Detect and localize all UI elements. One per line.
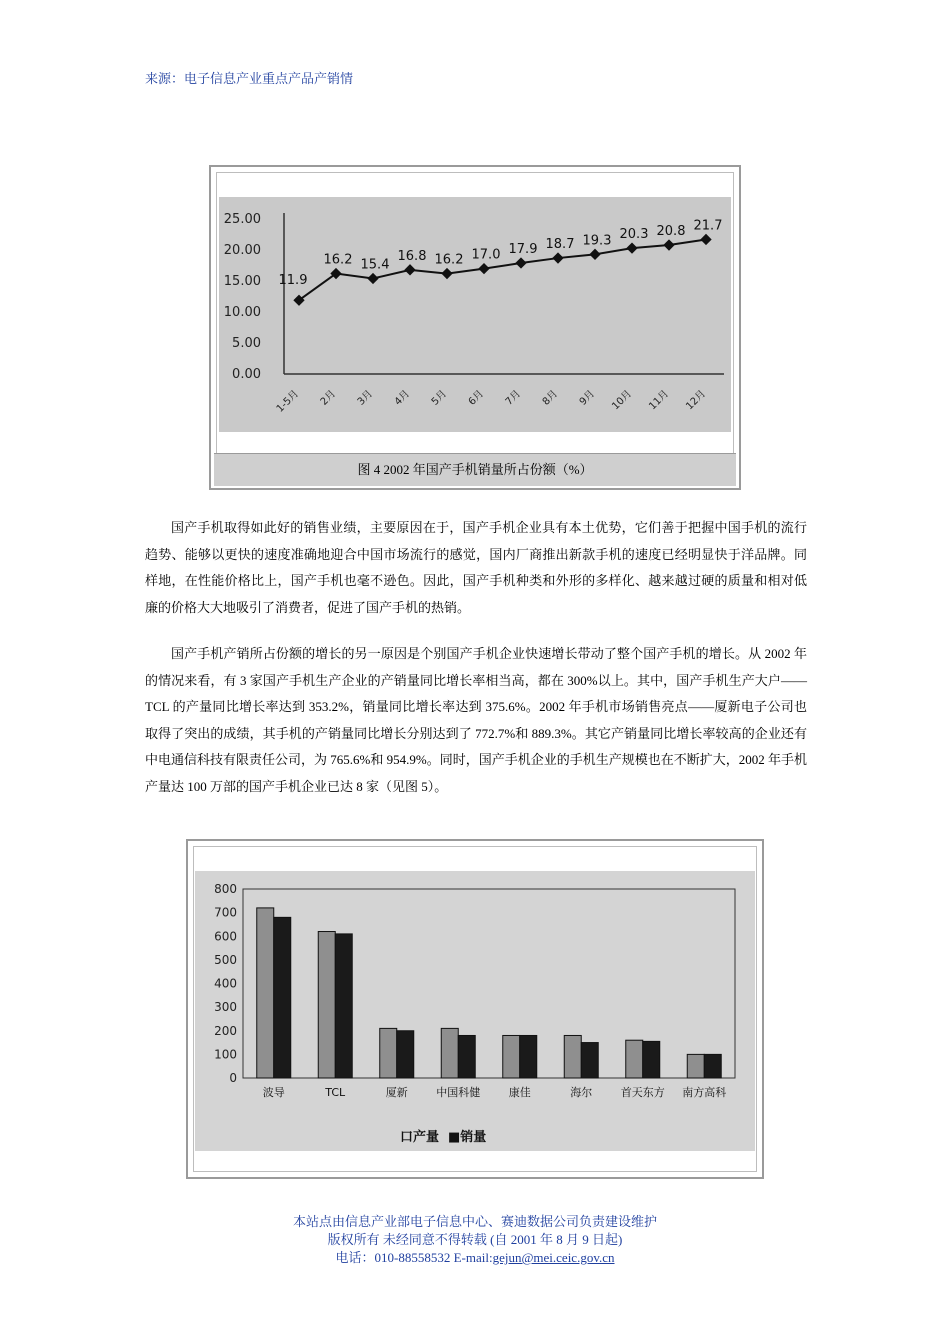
bar-销量 bbox=[274, 917, 291, 1078]
footer-contact bbox=[0, 1249, 950, 1267]
x-tick-label: 首天东方 bbox=[620, 1086, 665, 1099]
bar-产量 bbox=[687, 1054, 704, 1078]
y-tick-label: 15.00 bbox=[223, 274, 261, 289]
source-line: 来源：电子信息产业重点产品产销情 bbox=[145, 72, 354, 87]
x-tick-label: 3月 bbox=[355, 388, 376, 408]
x-tick-label: 海尔 bbox=[570, 1086, 593, 1099]
data-point bbox=[626, 242, 637, 253]
y-tick-label: 10.00 bbox=[223, 305, 261, 320]
email-link[interactable]: gejun@mei.ceic.gov.cn bbox=[492, 1250, 615, 1265]
footer-maintainer: 本站点由信息产业部电子信息中心、赛迪数据公司负责建设维护 bbox=[292, 1214, 657, 1229]
data-label: 17.0 bbox=[471, 247, 501, 263]
y-tick-label: 20.00 bbox=[223, 243, 261, 258]
y-tick-label: 600 bbox=[214, 929, 237, 944]
footer-copyright: 版权所有 未经同意不得转载 (自 2001 年 8 月 9 日起) bbox=[327, 1232, 623, 1247]
bar-产量 bbox=[257, 908, 274, 1078]
x-tick-label: 1-5月 bbox=[274, 388, 302, 415]
x-tick-label: 8月 bbox=[540, 388, 561, 408]
x-tick-label: 南方高科 bbox=[682, 1086, 727, 1099]
y-tick-label: 100 bbox=[214, 1047, 237, 1062]
bar-销量 bbox=[335, 934, 352, 1078]
x-tick-label: 波导 bbox=[262, 1086, 285, 1099]
bar-销量 bbox=[704, 1054, 721, 1078]
data-label: 18.7 bbox=[545, 237, 575, 253]
data-label: 20.8 bbox=[656, 224, 686, 240]
data-label: 16.2 bbox=[323, 252, 353, 268]
data-label: 21.7 bbox=[693, 218, 723, 234]
x-tick-label: 4月 bbox=[392, 388, 413, 408]
footer-phone: 电话：010-88558532 E-mail: bbox=[335, 1250, 493, 1265]
legend-production: 口产量 bbox=[400, 1130, 440, 1145]
x-tick-label: 11月 bbox=[647, 388, 672, 413]
figure-5-chart-area bbox=[195, 871, 755, 1151]
line-chart bbox=[219, 197, 731, 432]
data-label: 17.9 bbox=[508, 242, 538, 258]
bar-产量 bbox=[380, 1028, 397, 1078]
data-point bbox=[589, 249, 600, 260]
data-label: 19.3 bbox=[582, 233, 612, 249]
paragraph-1: 国产手机取得如此好的销售业绩，主要原因在于，国产手机企业具有本土优势，它们善于把握中国手机的流行趋势、能够以更快的速度准确地迎合中国市场流行的感觉，国内厂商推出新款手机的速度已经明显快于洋品牌。同样地，在性能价格比上，国产手机也毫不逊色。因此，国产手机种类和外形的多样化、越来越过硬的质量和相对低廉的价格大大地吸引了消费者，促进了国产手机的热销。 bbox=[145, 520, 807, 615]
data-label: 11.9 bbox=[278, 273, 308, 289]
legend-sales: ■销量 bbox=[448, 1130, 487, 1145]
data-point bbox=[367, 273, 378, 284]
x-tick-label: 12月 bbox=[684, 388, 709, 413]
bar-销量 bbox=[458, 1035, 475, 1078]
data-label: 20.3 bbox=[619, 227, 649, 243]
y-tick-label: 400 bbox=[214, 976, 237, 991]
data-label: 16.8 bbox=[397, 248, 427, 264]
y-tick-label: 5.00 bbox=[232, 336, 261, 351]
data-point bbox=[441, 268, 452, 279]
bar-chart bbox=[195, 871, 755, 1151]
x-tick-label: 6月 bbox=[466, 388, 487, 408]
y-tick-label: 25.00 bbox=[223, 212, 261, 227]
x-tick-label: 康佳 bbox=[508, 1086, 531, 1099]
x-tick-label: 中国科健 bbox=[436, 1086, 481, 1099]
data-point bbox=[515, 257, 526, 268]
data-label: 16.2 bbox=[434, 252, 464, 268]
bar-销量 bbox=[643, 1041, 660, 1078]
y-tick-label: 700 bbox=[214, 905, 237, 920]
y-tick-label: 500 bbox=[214, 952, 237, 967]
x-tick-label: 厦新 bbox=[385, 1086, 408, 1099]
x-tick-label: 9月 bbox=[577, 388, 598, 408]
y-tick-label: 200 bbox=[214, 1023, 237, 1038]
x-tick-label: 10月 bbox=[610, 388, 635, 413]
y-tick-label: 0.00 bbox=[232, 367, 261, 382]
bar-产量 bbox=[564, 1035, 581, 1078]
bar-产量 bbox=[626, 1040, 643, 1078]
data-point bbox=[700, 234, 711, 245]
figure-4-caption: 图 4 2002 年国产手机销量所占份额（%） bbox=[214, 453, 736, 486]
x-tick-label: 5月 bbox=[429, 388, 450, 408]
data-point bbox=[552, 252, 563, 263]
data-point bbox=[478, 263, 489, 274]
y-tick-label: 0 bbox=[229, 1071, 237, 1085]
figure-4-chart-area bbox=[219, 197, 731, 432]
bar-销量 bbox=[397, 1031, 414, 1078]
plot-border bbox=[243, 889, 735, 1078]
bar-产量 bbox=[318, 932, 335, 1078]
y-tick-label: 800 bbox=[214, 882, 237, 896]
data-point bbox=[404, 264, 415, 275]
x-tick-label: 2月 bbox=[318, 388, 339, 408]
bar-产量 bbox=[503, 1035, 520, 1078]
data-point bbox=[663, 239, 674, 250]
bar-产量 bbox=[441, 1028, 458, 1078]
paragraph-2: 国产手机产销所占份额的增长的另一原因是个别国产手机企业快速增长带动了整个国产手机的增长。从 2002 年的情况来看，有 3 家国产手机生产企业的产销量同比增长率相当高，都在 300%以上。其中，国产手机生产大户——TCL 的产量同比增长率达到 353.2%，销量同比增长率达到 375.6%。2002 年手机市场销售亮点——厦新电子公司也取得了突出的成绩，其手机的产销量同比增长分别达到了 772.7%和 889.3%。其它产销量同比增长率较高的企业还有中电通信科技有限责任公司，为 765.6%和 954.9%。同时，国产手机企业的手机生产规模也在不断扩大，2002 年手机产量达 100 万部的国产手机企业已达 8 家（见图 5）。 bbox=[145, 646, 807, 794]
data-label: 15.4 bbox=[360, 257, 390, 273]
y-tick-label: 300 bbox=[214, 1000, 237, 1015]
bar-销量 bbox=[520, 1035, 537, 1078]
bar-销量 bbox=[581, 1043, 598, 1078]
x-tick-label: TCL bbox=[325, 1086, 346, 1099]
x-tick-label: 7月 bbox=[503, 388, 524, 408]
